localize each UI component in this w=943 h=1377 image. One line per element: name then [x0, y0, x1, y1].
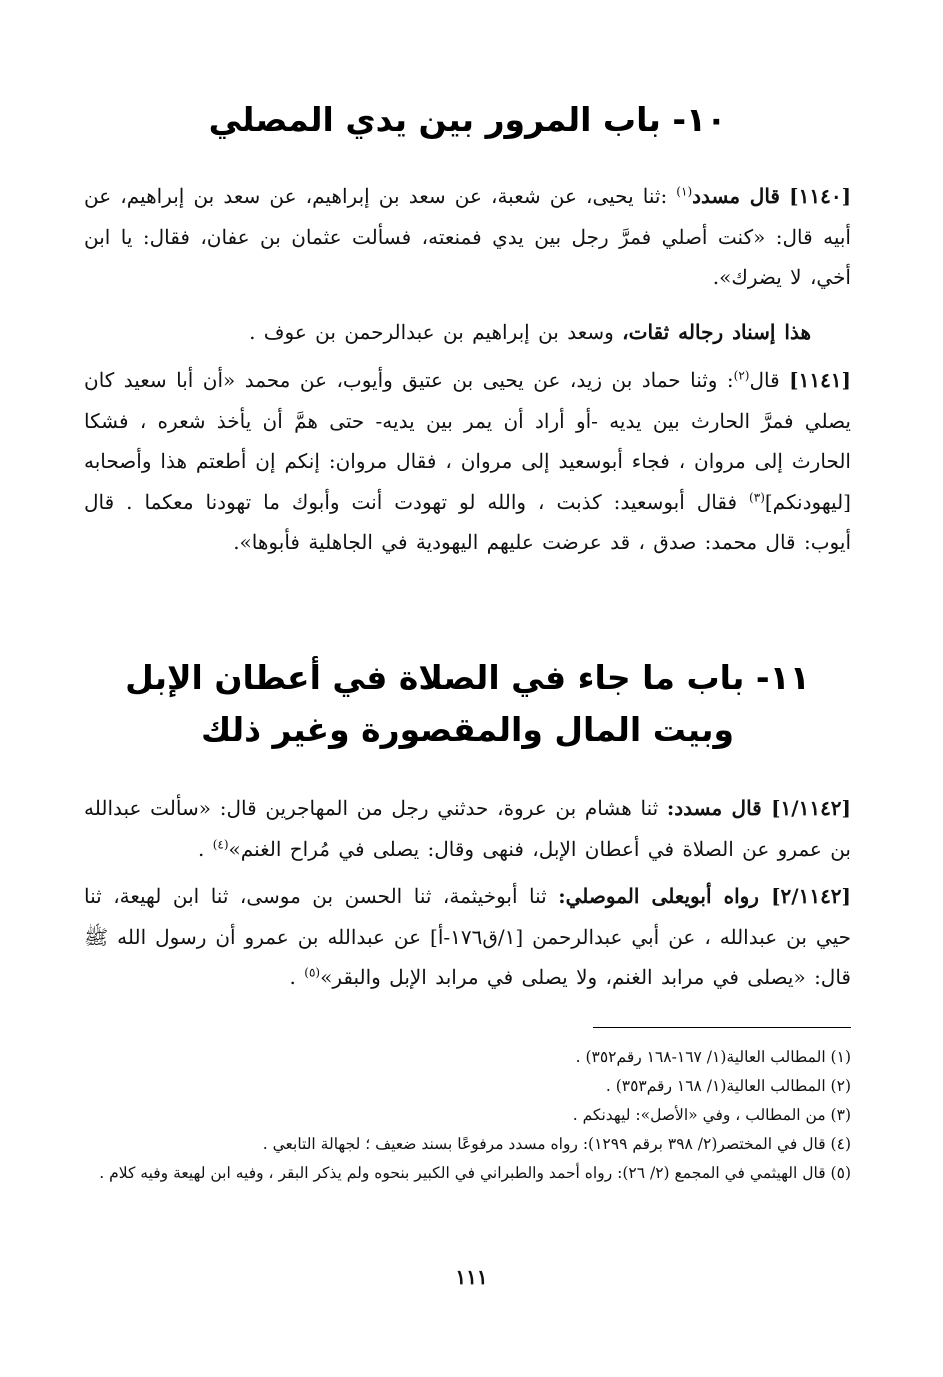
footnote-ref: (٢) [733, 368, 750, 383]
chapter-11-title-line2: وبيت المال والمقصورة وغير ذلك [201, 710, 734, 749]
hadith-number: [٢/١١٤٢] [771, 884, 852, 908]
isnad-note [84, 312, 851, 353]
footnote-ref: (٤) [212, 836, 229, 851]
footnote-ref: (١) [676, 184, 693, 199]
footnote-5: (٥) قال الهيثمي في المجمع (٢/ ٢٦): رواه أحمد والطبراني في الكبير بنحوه ولم يذكر البقر ، وفيه ابن لهيعة وفيه كلام . [99, 1164, 851, 1182]
footnote-2: (٢) المطالب العالية(١/ ١٦٨ رقم٣٥٣) . [605, 1077, 851, 1095]
chapter-11-title [84, 652, 851, 756]
hadith-1142-1 [84, 788, 851, 869]
hadith-tail: . [197, 836, 213, 861]
hadith-1142-2 [84, 876, 851, 998]
page-number: ١١١ [455, 1265, 488, 1289]
hadith-lead: رواه أبويعلى الموصلي: [558, 884, 772, 908]
footnote-3: (٣) من المطالب ، وفي «الأصل»: ليهدنكم . [572, 1106, 851, 1124]
hadith-1140 [84, 176, 851, 298]
hadith-tail: . [289, 965, 305, 989]
hadith-number: [١١٤١] [789, 368, 852, 392]
footnote-ref: (٣) [749, 489, 765, 504]
hadith-text: : وثنا حماد بن زيد، عن يحيى بن عتيق وأيوب، عن محمد «أن أبا سعيد كان يصلي فمرَّ الحارث بين يديه -أو أراد أن يمر بين يديه- حتى همَّ أن يأخذ شعره ، فشكا الحارث إلى مروان ، فجاء أبوسعيد إلى مروان ، فقال مروان: إنكم إن أطعتم هذا وأصحابه [ليهودنكم] [84, 368, 852, 514]
hadith-1141 [84, 360, 851, 563]
hadith-number: [١١٤٠] [789, 184, 852, 208]
hadith-lead: قال [749, 368, 790, 392]
hadith-text: :ثنا يحيى، عن شعبة، عن سعد بن إبراهيم، عن سعد بن إبراهيم، عن أبيه قال: «كنت أصلي فمرَّ رجل بين يدي فمنعته، فسألت عثمان بن عفان، فقال: يا ابن أخي، لا يضرك». [84, 184, 851, 289]
isnad-note-text: وسعد بن إبراهيم بن عبدالرحمن بن عوف . [249, 320, 623, 344]
hadith-text: ثنا أبوخيثمة، ثنا الحسن بن موسى، ثنا ابن لهيعة، ثنا حيي بن عبدالله ، عن أبي عبدالرحمن [١/ق١٧٦-أ] عن عبدالله بن عمرو أن رسول الله ﷺ قال: «يصلى في مرابد الغنم، ولا يصلى في مرابد الإبل والبقر» [84, 884, 851, 989]
chapter-10-title: ١٠- باب المرور بين يدي المصلي [208, 100, 727, 139]
footnotes [88, 1043, 851, 1186]
footnote-divider [593, 1027, 851, 1028]
hadith-lead: قال مسدد [692, 184, 780, 208]
hadith-text: فقال أبوسعيد: كذبت ، والله لو تهودت أنت وأبوك ما تهودنا معكما . قال أيوب: قال محمد: صدق ، قد عرضت عليهم اليهودية في الجاهلية فأبوها». [84, 489, 851, 554]
footnote-4: (٤) قال في المختصر(٢/ ٣٩٨ برقم ١٢٩٩): رواه مسدد مرفوعًا بسند ضعيف ؛ لجهالة التابعي . [262, 1135, 851, 1153]
footnote-1: (١) المطالب العالية(١/ ١٦٧-١٦٨ رقم٣٥٢) . [575, 1048, 851, 1066]
footnote-ref: (٥) [304, 965, 321, 980]
hadith-lead: قال مسدد: [666, 796, 772, 820]
chapter-11-title-line1: ١١- باب ما جاء في الصلاة في أعطان الإبل [125, 658, 810, 697]
hadith-text: ثنا هشام بن عروة، حدثني رجل من المهاجرين قال: «سألت عبدالله بن عمرو عن الصلاة في أعطان الإبل، فنهى وقال: يصلى في مُراح الغنم» [84, 796, 851, 861]
hadith-number: [١/١١٤٢] [771, 796, 852, 820]
isnad-note-lead: هذا إسناد رجاله ثقات، [622, 320, 811, 344]
